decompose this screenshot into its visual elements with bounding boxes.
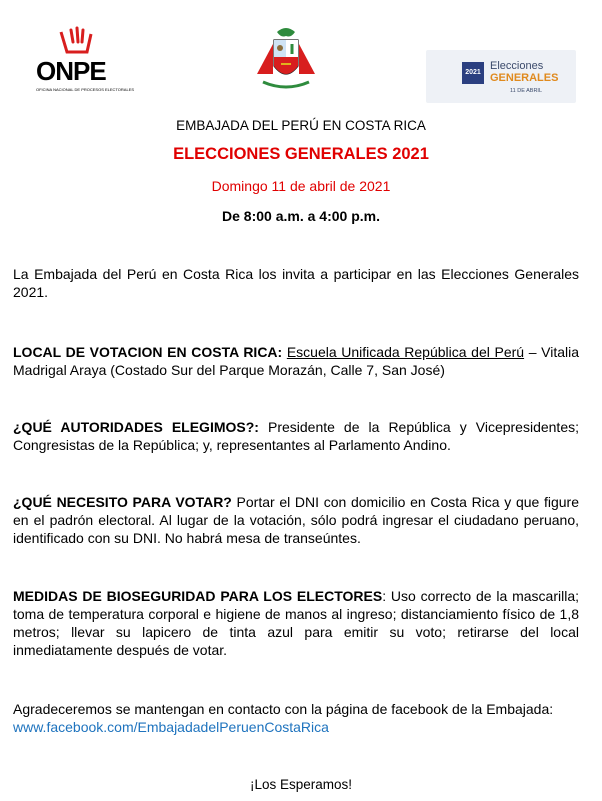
elecciones-word: Elecciones	[490, 60, 544, 72]
biosafety-label: MEDIDAS DE BIOSEGURIDAD PARA LOS ELECTORES	[13, 588, 383, 604]
authorities-text: Presidente de la República y Vicepresidentes; Congresistas de la República; y, representantes al Parlamento Andino.	[13, 419, 579, 453]
voting-location-address: – Vitalia Madrigal Araya (Costado Sur del Parque Morazán, Calle 7, San José)	[13, 344, 580, 378]
authorities-label: ¿QUÉ AUTORIDADES ELEGIMOS?:	[13, 419, 259, 435]
voting-location-place: Escuela Unificada República del Perú	[286, 344, 525, 360]
contact-paragraph	[13, 700, 579, 736]
embassy-heading: EMBAJADA DEL PERÚ EN COSTA RICA	[176, 118, 426, 133]
biosafety-text: : Uso correcto de la mascarilla; toma de temperatura corporal e higiene de manos al ingreso; distanciamiento físico de 1,8 metros; llevar su lapicero de tinta azul para emitir su voto; retirarse del local inmediatamente después de votar.	[13, 588, 579, 658]
requirements-label: ¿QUÉ NECESITO PARA VOTAR?	[13, 494, 232, 510]
intro-paragraph: La Embajada del Perú en Costa Rica los invita a participar en las Elecciones Generales 2021.	[13, 266, 579, 300]
ballot-hand-icon	[57, 26, 97, 56]
election-date-small: 11 DE ABRIL	[510, 88, 542, 94]
header-logos	[0, 0, 602, 110]
requirements-paragraph	[13, 493, 579, 547]
onpe-subtitle: OFICINA NACIONAL DE PROCESOS ELECTORALES	[36, 87, 135, 92]
onpe-wordmark: ONPE	[36, 56, 106, 86]
voting-location-label: LOCAL DE VOTACION EN COSTA RICA:	[13, 344, 283, 360]
generales-word: GENERALES	[490, 72, 559, 84]
elecciones-generales-logo	[426, 50, 576, 103]
onpe-logo	[22, 26, 135, 98]
requirements-text: Portar el DNI con domicilio en Costa Rica y que figure en el padrón electoral. Al lugar de la votación, sólo podrá ingresar el ciudadano peruano, identificado con su DNI. No habrá mesa de transeúntes.	[13, 494, 579, 546]
authorities-paragraph	[13, 418, 579, 454]
page-title: ELECCIONES GENERALES 2021	[173, 145, 429, 163]
election-date: Domingo 11 de abril de 2021	[211, 178, 391, 194]
closing-line: ¡Los Esperamos!	[249, 777, 353, 792]
year-badge: 2021	[462, 62, 484, 84]
voting-hours: De 8:00 a.m. a 4:00 p.m.	[222, 208, 380, 224]
contact-text: Agradeceremos se mantengan en contacto con la página de facebook de la Embajada:	[13, 701, 554, 717]
peru-coat-of-arms-icon	[251, 24, 321, 92]
biosafety-paragraph	[13, 587, 579, 659]
facebook-link[interactable]: www.facebook.com/EmbajadadelPeruenCostaRica	[13, 719, 329, 735]
voting-location-paragraph	[13, 343, 579, 379]
